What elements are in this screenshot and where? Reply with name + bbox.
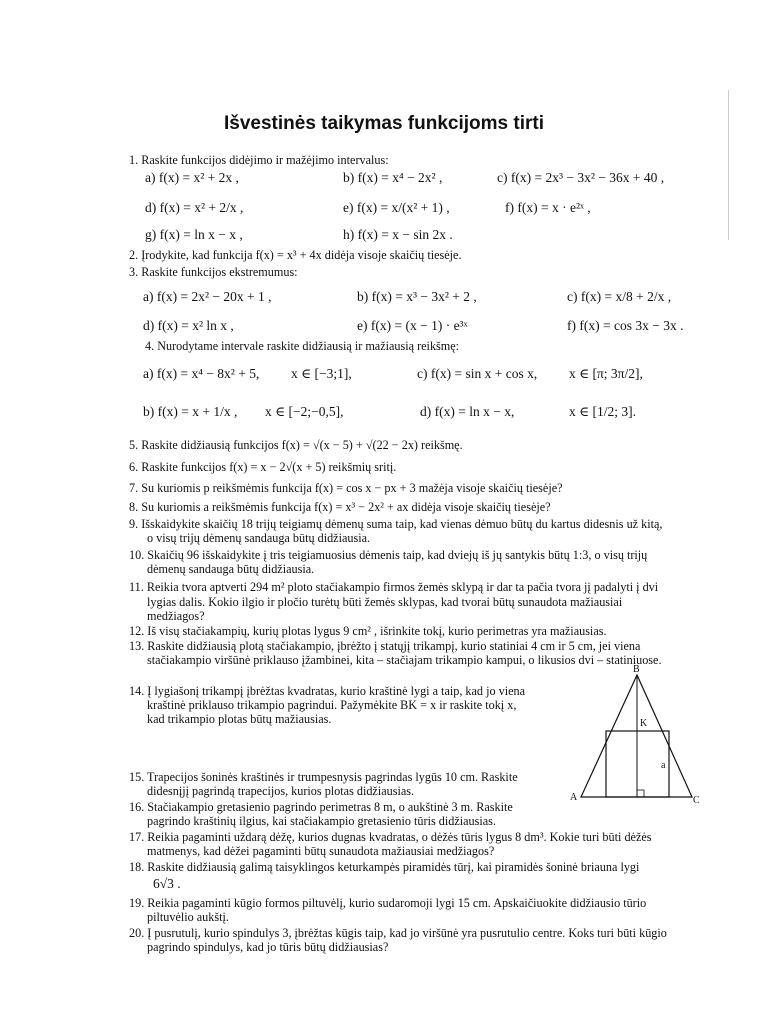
q1-c: c) f(x) = 2x³ − 3x² − 36x + 40 , (497, 170, 665, 185)
q3-e: e) f(x) = (x − 1) · e³ˣ (357, 318, 468, 333)
q10-line1: 10. Skaičių 96 išskaidykite į tris teigiamuosius dėmenis taip, kad dviejų iš jų santykis būtų 1:3, o visų trijų (129, 548, 648, 562)
q11-line1: 11. Reikia tvora aptverti 294 m² ploto stačiakampio firmos žemės sklypą ir dar ta pačia tvora jį padalyti į dvi (129, 580, 659, 594)
label-k: K (640, 718, 648, 729)
q4-c: c) f(x) = sin x + cos x, (417, 366, 538, 381)
q14-line1: 14. Į lygiašonį trikampį įbrėžtas kvadratas, kurio kraštinė lygi a taip, kad jo viena (129, 684, 525, 698)
q3-a: a) f(x) = 2x² − 20x + 1 , (143, 289, 272, 304)
q9-line2: o visų trijų dėmenų sandauga būtų didžiausia. (147, 531, 371, 545)
q15-line1: 15. Trapecijos šoninės kraštinės ir trumpesnysis pagrindas lygūs 10 cm. Raskite (129, 770, 518, 784)
q4-b-interval: x ∈ [−2;−0,5], (265, 404, 344, 419)
q4-intro: 4. Nurodytame intervale raskite didžiausią ir mažiausią reikšmę: (145, 339, 460, 353)
q18-line2: 6√3 . (153, 876, 181, 891)
q16-line1: 16. Stačiakampio gretasienio pagrindo perimetras 8 m, o aukštinė 3 m. Raskite (129, 800, 513, 814)
q11-line2: lygias dalis. Kokio ilgio ir pločio turėtų būti žemės sklypas, kad tvorai būtų sunaudota mažiausiai (147, 595, 623, 609)
q3-intro: 3. Raskite funkcijos ekstremumus: (129, 265, 298, 279)
label-side-a: a (661, 760, 666, 771)
q20-line2: pagrindo spindulys, kad jo tūris būtų didžiausias? (147, 940, 389, 954)
q14-line2: kraštinė priklauso trikampio pagrindui. Pažymėkite BK = x ir raskite tokį x, (147, 698, 517, 712)
q13-line1: 13. Raskite didžiausią plotą stačiakampio, įbrėžto į statųjį trikampį, kurio statiniai 4 cm ir 5 cm, jei viena (129, 639, 641, 653)
q7: 7. Su kuriomis p reikšmėmis funkcija f(x) = cos x − px + 3 mažėja visoje skaičių tiesėje? (129, 481, 563, 495)
q3-d: d) f(x) = x² ln x , (143, 318, 234, 333)
triangle-square-figure (565, 662, 710, 807)
q8: 8. Su kuriomis a reikšmėmis funkcija f(x) = x³ − 2x² + ax didėja visoje skaičių tiesėje? (129, 500, 551, 514)
q1-intro: 1. Raskite funkcijos didėjimo ir mažėjimo intervalus: (129, 153, 389, 167)
q1-d: d) f(x) = x² + 2/x , (145, 200, 244, 215)
q11-line3: medžiagos? (147, 609, 205, 623)
q3-f: f) f(x) = cos 3x − 3x . (567, 318, 684, 333)
q9-line1: 9. Išskaidykite skaičių 18 trijų teigiamų dėmenų suma taip, kad vienas dėmuo būtų du kartus didesnis už kitą, (129, 517, 663, 531)
q19-line1: 19. Reikia pagaminti kūgio formos piltuvėlį, kurio sudaromoji lygi 15 cm. Apskaičiuokite didžiausio tūrio (129, 896, 647, 910)
q20-line1: 20. Į pusrutulį, kurio spindulys 3, įbrėžtas kūgis taip, kad jo viršūnė yra pusrutulio centre. Koks turi būti kūgio (129, 926, 667, 940)
q4-d: d) f(x) = ln x − x, (420, 404, 515, 419)
q6: 6. Raskite funkcijos f(x) = x − 2√(x + 5) reikšmių sritį. (129, 460, 397, 474)
q1-a: a) f(x) = x² + 2x , (145, 170, 239, 185)
label-a-vertex: A (570, 792, 578, 803)
q4-c-interval: x ∈ [π; 3π/2], (569, 366, 643, 381)
q2: 2. Įrodykite, kad funkcija f(x) = x³ + 4x didėja visoje skaičių tiesėje. (129, 248, 462, 262)
q16-line2: pagrindo kraštinių ilgius, kai stačiakampio gretasienio tūris didžiausias. (147, 814, 496, 828)
q1-g: g) f(x) = ln x − x , (145, 227, 243, 242)
q1-e: e) f(x) = x/(x² + 1) , (343, 200, 450, 215)
q18-line1: 18. Raskite didžiausią galimą taisyklingos keturkampės piramidės tūrį, kai piramidės šoninė briauna lygi (129, 860, 640, 874)
q4-a-interval: x ∈ [−3;1], (291, 366, 352, 381)
label-b: B (633, 664, 640, 675)
q12: 12. Iš visų stačiakampių, kurių plotas lygus 9 cm² , išrinkite tokį, kurio perimetras yra mažiausias. (129, 624, 607, 638)
q4-d-interval: x ∈ [1/2; 3]. (569, 404, 636, 419)
q1-h: h) f(x) = x − sin 2x . (343, 227, 453, 242)
q17-line1: 17. Reikia pagaminti uždarą dėžę, kurios dugnas kvadratas, o dėžės tūris lygus 8 dm³. Kokie turi būti dėžės (129, 830, 652, 844)
q1-b: b) f(x) = x⁴ − 2x² , (343, 170, 443, 185)
q14-line3: kad trikampio plotas būtų mažiausias. (147, 712, 332, 726)
q17-line2: matmenys, kad dėžei pagaminti būtų sunaudota mažiausiai medžiagos? (147, 844, 495, 858)
q10-line2: dėmenų sandauga būtų didžiausia. (147, 562, 315, 576)
q4-b: b) f(x) = x + 1/x , (143, 404, 238, 419)
q15-line2: didesnįjį pagrindą trapecijos, kurios plotas didžiausias. (147, 784, 415, 798)
q1-f: f) f(x) = x · e²ˣ , (505, 200, 591, 215)
page-title: Išvestinės taikymas funkcijoms tirti (224, 113, 544, 134)
q3-c: c) f(x) = x/8 + 2/x , (567, 289, 672, 304)
q13-line2: stačiakampio viršūnė priklauso įžambinei, kita – stačiajam trikampio kampui, o likusios dvi – statiniuose. (147, 653, 662, 667)
q3-b: b) f(x) = x³ − 3x² + 2 , (357, 289, 477, 304)
q4-a: a) f(x) = x⁴ − 8x² + 5, (143, 366, 260, 381)
right-angle-mark (637, 790, 644, 797)
q19-line2: piltuvėlio aukštį. (147, 910, 229, 924)
q5: 5. Raskite didžiausią funkcijos f(x) = √(x − 5) + √(22 − 2x) reikšmę. (129, 438, 463, 452)
label-c: C (693, 795, 700, 806)
